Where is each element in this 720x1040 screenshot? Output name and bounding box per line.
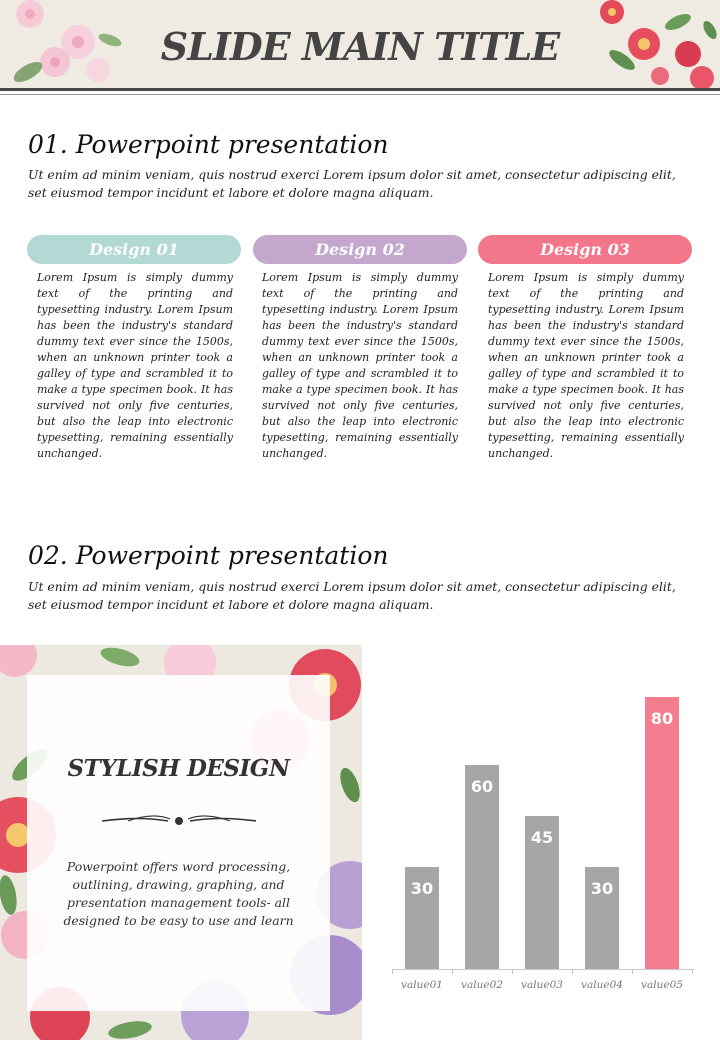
design-02-label: Design 02: [253, 235, 467, 264]
design-01-label: Design 01: [27, 235, 241, 264]
x-tick-label: value04: [581, 979, 623, 991]
bar-value05: [645, 697, 679, 969]
header-divider: [0, 88, 720, 91]
card-title: STYLISH DESIGN: [67, 755, 290, 782]
bar-data-label: 60: [470, 777, 494, 796]
bar-data-label: 30: [410, 879, 434, 898]
design-03-label: Design 03: [478, 235, 692, 264]
section-1-text: Ut enim ad minim veniam, quis nostrud exerci Lorem ipsum dolor sit amet, consectetur adipiscing elit, set eiusmod tempor incidunt et labore et dolore magna aliquam.: [28, 167, 676, 200]
x-tick-label: value02: [461, 979, 503, 991]
bar-data-label: 45: [530, 828, 554, 847]
bar-chart: [380, 660, 710, 1000]
design-03-text: Lorem Ipsum is simply dummy text of the printing and typesetting industry. Lorem Ipsum has been the industry's standard dummy text ever since the 1500s, when an unknown printer took a galley of type and scrambled it to make a type specimen book. It has survived not only five centuries, but also the leap into electronic typesetting, remaining essentially unchanged.: [488, 271, 684, 460]
x-tick-label: value05: [641, 979, 683, 991]
x-tick-label: value01: [401, 979, 443, 991]
header-divider-thin: [0, 94, 720, 95]
section-2-title: 02. Powerpoint presentation: [28, 541, 389, 570]
card-text: Powerpoint offers word processing, outlining, drawing, graphing, and presentation management tools- all designed to be easy to use and learn: [63, 859, 294, 928]
section-1-title: 01. Powerpoint presentation: [28, 130, 389, 159]
ornament-divider-icon: [98, 810, 260, 832]
section-2-text: Ut enim ad minim veniam, quis nostrud exerci Lorem ipsum dolor sit amet, consectetur adipiscing elit, set eiusmod tempor incidunt et labore et dolore magna aliquam.: [28, 579, 676, 612]
bar-data-label: 80: [650, 709, 674, 728]
x-tick-label: value03: [521, 979, 563, 991]
bar-data-label: 30: [590, 879, 614, 898]
slide-main-title: SLIDE MAIN TITLE: [160, 24, 560, 69]
design-02-text: Lorem Ipsum is simply dummy text of the printing and typesetting industry. Lorem Ipsum has been the industry's standard dummy text ever since the 1500s, when an unknown printer took a galley of type and scrambled it to make a type specimen book. It has survived not only five centuries, but also the leap into electronic typesetting, remaining essentially unchanged.: [262, 271, 458, 460]
stylish-design-card: [27, 675, 330, 1011]
design-01-text: Lorem Ipsum is simply dummy text of the printing and typesetting industry. Lorem Ipsum has been the industry's standard dummy text ever since the 1500s, when an unknown printer took a galley of type and scrambled it to make a type specimen book. It has survived not only five centuries, but also the leap into electronic typesetting, remaining essentially unchanged.: [37, 271, 233, 460]
